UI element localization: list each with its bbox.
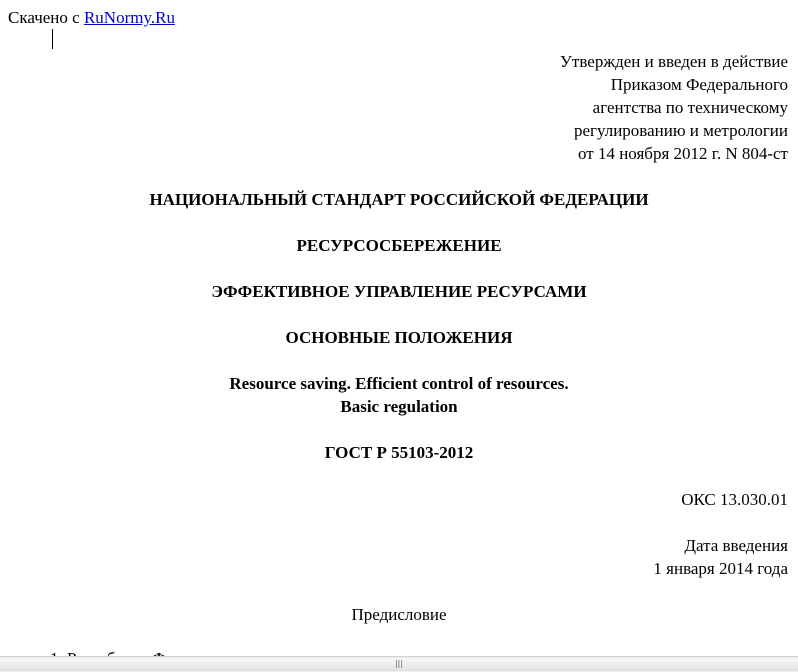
scrollbar-grip-icon: ||| bbox=[394, 659, 404, 668]
national-standard-title: НАЦИОНАЛЬНЫЙ СТАНДАРТ РОССИЙСКОЙ ФЕДЕРАЦИИ bbox=[149, 190, 649, 209]
english-title-line2: Basic regulation bbox=[340, 397, 458, 416]
approval-line: от 14 ноября 2012 г. N 804-ст bbox=[578, 144, 788, 163]
download-source-line bbox=[8, 6, 175, 29]
english-title-line1: Resource saving. Efficient control of resources. bbox=[229, 374, 569, 393]
approval-block bbox=[388, 50, 788, 165]
preface-heading: Предисловие bbox=[351, 605, 447, 624]
topic-title: РЕСУРСОСБЕРЕЖЕНИЕ bbox=[296, 236, 502, 255]
approval-line: агентства по техническому bbox=[592, 98, 788, 117]
english-title bbox=[0, 372, 798, 418]
downloaded-prefix: Скачено с bbox=[8, 8, 80, 27]
runormy-link[interactable]: RuNormy.Ru bbox=[83, 8, 175, 27]
intro-date-block bbox=[653, 534, 788, 580]
approval-line: Приказом Федерального bbox=[610, 75, 788, 94]
text-cursor bbox=[52, 29, 53, 49]
gost-number: ГОСТ Р 55103-2012 bbox=[324, 443, 474, 462]
intro-date-label: Дата введения bbox=[684, 536, 788, 555]
horizontal-scrollbar[interactable] bbox=[0, 656, 798, 672]
oks-code: ОКС 13.030.01 bbox=[681, 490, 788, 509]
subtopic-title: ЭФФЕКТИВНОЕ УПРАВЛЕНИЕ РЕСУРСАМИ bbox=[211, 282, 587, 301]
part-title: ОСНОВНЫЕ ПОЛОЖЕНИЯ bbox=[285, 328, 513, 347]
approval-line: регулированию и метрологии bbox=[573, 121, 788, 140]
intro-date-value: 1 января 2014 года bbox=[653, 559, 788, 578]
approval-line: Утвержден и введен в действие bbox=[559, 52, 788, 71]
